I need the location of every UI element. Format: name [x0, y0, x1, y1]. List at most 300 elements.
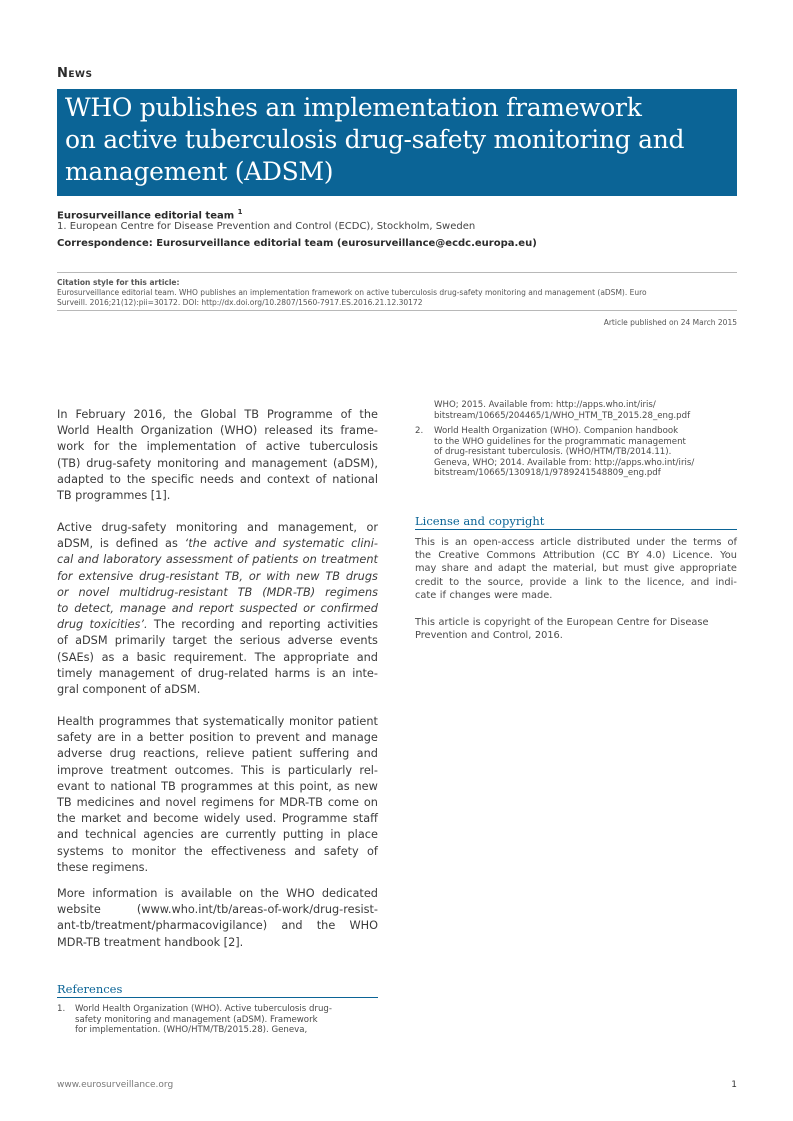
- paragraph-3: [57, 714, 378, 876]
- word: the: [316, 919, 336, 933]
- word: aDSM.: [164, 683, 201, 697]
- word: requirement.: [173, 650, 247, 664]
- text-line: [415, 616, 737, 629]
- word: that: [175, 715, 199, 728]
- published-date: Article published on 24 March 2015: [603, 318, 737, 327]
- word: Health: [57, 715, 95, 728]
- word: new: [296, 569, 320, 583]
- word: (WHO): [219, 424, 258, 438]
- word: an: [454, 537, 468, 548]
- word: extensive: [78, 569, 134, 583]
- word: WHO: [349, 919, 378, 933]
- word: implementation: [146, 440, 237, 454]
- text-line: [57, 811, 378, 827]
- word: point,: [299, 779, 332, 793]
- author-affiliation-marker: 1: [237, 208, 243, 216]
- word: and: [171, 602, 194, 616]
- text-line: [57, 886, 378, 902]
- word: Organization: [140, 424, 213, 438]
- text-line: [415, 629, 737, 642]
- word: adapted: [57, 472, 104, 486]
- word: In: [57, 408, 68, 421]
- word: to: [112, 844, 124, 858]
- word: market: [80, 812, 122, 826]
- author-name: Eurosurveillance editorial team: [57, 210, 235, 222]
- word: programmes: [98, 715, 171, 728]
- word: Creative: [438, 550, 480, 562]
- word: with: [266, 569, 291, 583]
- word: suffering: [299, 747, 350, 761]
- text-line: [415, 536, 737, 549]
- word: appropriate: [679, 563, 737, 575]
- text-line: [57, 666, 378, 682]
- word: suspected: [239, 602, 298, 616]
- word: drug: [57, 618, 84, 632]
- text-line: [415, 589, 737, 602]
- word: prevent: [255, 731, 300, 745]
- references-rule: [57, 997, 378, 998]
- reference-line: WHO; 2015. Available from: http://apps.who.int/iris/: [434, 400, 656, 410]
- word: share: [441, 563, 469, 575]
- word: or: [303, 602, 315, 616]
- word: but: [602, 563, 619, 575]
- word: particularly: [287, 763, 353, 777]
- word: TB: [57, 796, 72, 810]
- word: at: [257, 779, 269, 793]
- word: Global: [200, 408, 237, 421]
- word: on: [363, 796, 378, 810]
- word: provide: [529, 576, 567, 588]
- word: distributed: [577, 537, 631, 548]
- word: to: [239, 731, 251, 745]
- word: basic: [136, 650, 166, 664]
- text-line: [57, 844, 378, 860]
- word: safety: [323, 844, 359, 858]
- text-line: [57, 730, 378, 746]
- word: are: [200, 828, 219, 842]
- word: serious: [239, 634, 281, 648]
- footer-website: www.eurosurveillance.org: [57, 1080, 174, 1090]
- word: and: [239, 472, 262, 486]
- word: Active: [57, 521, 92, 534]
- word: 2016,: [133, 408, 166, 421]
- word: used.: [245, 812, 277, 826]
- word: is: [99, 537, 109, 551]
- word: as: [101, 650, 115, 664]
- word: confirmed: [320, 602, 378, 616]
- word: gral: [57, 683, 79, 697]
- text-line: [57, 552, 378, 568]
- word: its: [319, 424, 334, 438]
- word: in: [120, 731, 132, 745]
- word: cal: [57, 553, 74, 567]
- word: effectiveness: [211, 844, 286, 858]
- word: multidrug-resistant: [119, 585, 228, 599]
- word: patient: [337, 715, 378, 728]
- text-line: [57, 569, 378, 585]
- text-line: [57, 935, 378, 951]
- word: report: [198, 602, 234, 616]
- word: this: [273, 779, 295, 793]
- word: systematic: [282, 537, 345, 551]
- word: widely: [203, 812, 241, 826]
- word: systems: [57, 844, 104, 858]
- word: BY: [626, 550, 639, 562]
- word: TB,: [224, 569, 243, 583]
- word: manage: [331, 731, 378, 745]
- citation-heading: Citation style for this article:: [57, 278, 180, 287]
- word: This: [415, 537, 436, 548]
- word: events: [339, 634, 378, 648]
- text-line: [57, 520, 378, 536]
- word: the: [213, 634, 233, 648]
- word: and: [254, 537, 276, 551]
- word: (CC: [602, 550, 620, 562]
- reference-2: [434, 426, 694, 479]
- word: MDR-TB: [57, 935, 101, 949]
- correspondence: Correspondence: Eurosurveillance editorial team (eurosurveillance@ecdc.europa.eu): [57, 238, 537, 249]
- license-paragraph-2: [415, 616, 737, 642]
- word: an: [331, 666, 346, 680]
- text-line: [57, 617, 378, 633]
- word: and: [281, 919, 303, 933]
- word: of: [367, 844, 378, 858]
- word: Commons: [486, 550, 536, 562]
- divider: [57, 310, 737, 311]
- license-paragraph-1: [415, 536, 737, 602]
- word: clini-: [351, 537, 378, 551]
- text-line: [57, 423, 378, 439]
- word: of: [180, 666, 192, 680]
- word: safety: [57, 731, 92, 745]
- word: management: [98, 666, 175, 680]
- word: WHO: [286, 887, 315, 900]
- word: and: [474, 563, 493, 575]
- word: and: [690, 576, 710, 588]
- text-line: [57, 779, 378, 795]
- word: to: [608, 576, 619, 588]
- word: staff: [352, 812, 378, 826]
- word: treatment: [110, 763, 168, 777]
- word: TB: [244, 408, 259, 421]
- word: You: [720, 550, 737, 562]
- word: drug-safety: [101, 521, 167, 534]
- word: of: [727, 537, 737, 548]
- text-line: [415, 562, 737, 575]
- word: is: [441, 537, 449, 548]
- word: to: [109, 472, 121, 486]
- word: and: [470, 630, 490, 642]
- reference-2-number: 2.: [415, 426, 424, 436]
- references-heading: References: [57, 982, 123, 996]
- reference-line: World Health Organization (WHO). Companion handbook: [434, 426, 679, 436]
- word: More: [57, 887, 86, 900]
- reference-1-number: 1.: [57, 1004, 66, 1014]
- word: of: [245, 440, 257, 454]
- word: relieve: [206, 747, 245, 761]
- word: or: [248, 569, 261, 583]
- word: management: [251, 456, 328, 470]
- word: Disease: [669, 617, 709, 628]
- word: national: [110, 779, 157, 793]
- word: improve: [57, 763, 104, 777]
- word: a: [572, 576, 579, 588]
- word: (aDSM),: [333, 456, 378, 470]
- word: Attribution: [542, 550, 595, 562]
- word: the: [546, 617, 564, 628]
- word: give: [653, 563, 675, 575]
- word: information: [92, 887, 158, 900]
- word: regimens: [325, 585, 378, 599]
- word: licence,: [646, 576, 685, 588]
- word: ant-tb/treatment/pharmacovigilance): [57, 919, 268, 933]
- word: ‘the: [184, 537, 207, 551]
- text-line: [57, 488, 378, 504]
- word: Prevention: [415, 630, 468, 642]
- word: for: [652, 617, 667, 628]
- word: in: [330, 828, 341, 842]
- word: timely: [57, 666, 93, 680]
- word: and: [224, 456, 246, 470]
- word: must: [623, 563, 649, 575]
- license-rule: [415, 529, 737, 530]
- word: become: [153, 812, 199, 826]
- reference-line: World Health Organization (WHO). Active tuberculosis drug-: [75, 1004, 332, 1014]
- word: (TB): [57, 456, 81, 470]
- word: regimens: [201, 796, 254, 810]
- word: terms: [693, 537, 722, 548]
- word: February: [75, 408, 126, 421]
- text-line: [57, 860, 378, 876]
- word: new: [354, 779, 378, 793]
- word: systematically: [202, 715, 285, 728]
- word: article: [540, 537, 571, 548]
- word: drug: [109, 747, 136, 761]
- word: harms: [274, 666, 310, 680]
- section-label: News: [57, 66, 93, 81]
- word: credit: [415, 576, 444, 588]
- text-line: [57, 472, 378, 488]
- word: as: [336, 779, 350, 793]
- word: toxicities’.: [89, 618, 148, 632]
- word: these: [57, 860, 89, 874]
- word: and: [247, 521, 269, 534]
- word: and: [356, 650, 378, 664]
- text-line: [57, 795, 378, 811]
- word: handbook: [164, 935, 221, 949]
- word: and: [57, 828, 79, 842]
- word: is: [271, 763, 281, 777]
- word: the: [465, 576, 482, 588]
- reference-1: [75, 1004, 332, 1036]
- word: TB: [325, 569, 340, 583]
- word: is: [472, 617, 481, 628]
- word: place: [347, 828, 378, 842]
- word: novel: [78, 585, 110, 599]
- word: and: [294, 844, 316, 858]
- word: may: [415, 563, 437, 575]
- affiliation: 1. European Centre for Disease Prevention and Control (ECDC), Stockholm, Sweden: [57, 221, 476, 232]
- word: of: [149, 683, 161, 697]
- word: Health: [96, 424, 134, 438]
- word: Centre: [616, 617, 650, 628]
- text-line: [57, 439, 378, 455]
- text-line: [57, 682, 378, 698]
- word: active: [265, 440, 301, 454]
- word: MDR-TB: [279, 796, 323, 810]
- word: monitor: [131, 844, 176, 858]
- word: treatment: [321, 553, 378, 567]
- word: the: [184, 844, 203, 858]
- word: assessment: [165, 553, 233, 567]
- text-line: [57, 650, 378, 666]
- word: cate: [415, 589, 437, 601]
- text-line: [57, 407, 378, 423]
- word: material,: [552, 563, 597, 575]
- word: the: [671, 537, 688, 548]
- word: manage: [119, 602, 166, 616]
- word: putting: [282, 828, 324, 842]
- word: the: [624, 576, 641, 588]
- word: website: [57, 903, 101, 917]
- word: source,: [487, 576, 524, 588]
- word: [2].: [223, 935, 244, 949]
- word: the: [531, 563, 548, 575]
- word: or: [57, 585, 69, 599]
- word: treatment: [104, 935, 161, 949]
- word: the: [415, 550, 432, 562]
- word: laboratory: [103, 553, 162, 567]
- paragraph-4: [57, 886, 378, 951]
- word: for: [258, 796, 275, 810]
- text-line: [57, 456, 378, 472]
- reference-line: for implementation. (WHO/HTM/TB/2015.28). Geneva,: [75, 1025, 308, 1036]
- word: technical: [85, 828, 137, 842]
- word: agencies: [143, 828, 194, 842]
- word: specific: [151, 472, 194, 486]
- word: rel-: [359, 763, 378, 777]
- word: drug-related: [198, 666, 269, 680]
- word: primarily: [114, 634, 166, 648]
- word: link: [584, 576, 603, 588]
- word: released: [264, 424, 313, 438]
- word: if: [439, 589, 446, 601]
- word: (MDR-TB): [262, 585, 316, 599]
- word: open-access: [473, 537, 535, 548]
- text-line: [57, 536, 378, 552]
- word: monitor: [288, 715, 334, 728]
- word: monitoring: [157, 456, 219, 470]
- divider: [57, 272, 737, 273]
- word: activities: [327, 618, 378, 632]
- word: the: [260, 887, 279, 900]
- word: component: [82, 683, 147, 697]
- word: adverse: [57, 747, 103, 761]
- word: regimens.: [91, 860, 149, 874]
- word: appropriate: [283, 650, 350, 664]
- word: the: [118, 440, 138, 454]
- text-line: [57, 918, 378, 934]
- word: (SAEs): [57, 650, 94, 664]
- license-heading: License and copyright: [415, 514, 545, 528]
- word: frame-: [340, 424, 378, 438]
- reference-line: bitstream/10665/130918/1/9789241548809_eng.pdf: [434, 468, 661, 479]
- word: adverse: [287, 634, 333, 648]
- word: Programme: [281, 812, 348, 826]
- word: programmes: [180, 779, 253, 793]
- word: of: [237, 553, 248, 567]
- word: and: [77, 553, 99, 567]
- word: for: [93, 440, 110, 454]
- text-line: [57, 585, 378, 601]
- word: work: [57, 440, 85, 454]
- word: a: [122, 650, 129, 664]
- word: article: [438, 617, 470, 628]
- word: The: [153, 618, 175, 632]
- word: 4.0): [646, 550, 666, 562]
- title-banner: [57, 89, 737, 196]
- word: TB: [161, 779, 176, 793]
- word: dedicated: [321, 887, 378, 900]
- word: reactions,: [143, 747, 199, 761]
- word: copyright: [484, 617, 531, 628]
- citation-text: [57, 288, 737, 307]
- article-title-line-3: management (ADSM): [65, 157, 334, 186]
- reference-line: of drug-resistant tuberculosis. (WHO/HTM/TB/2014.11).: [434, 447, 672, 458]
- word: context: [266, 472, 310, 486]
- word: changes: [449, 589, 491, 601]
- word: to: [57, 602, 69, 616]
- word: indi-: [715, 576, 737, 588]
- word: inte-: [352, 666, 378, 680]
- citation-line: Surveill. 2016;21(12):pii=30172. DOI: http://dx.doi.org/10.2807/1560-7917.ES.2016.21.12.30172: [57, 297, 423, 307]
- word: tuberculosis: [309, 440, 378, 454]
- word: of: [534, 617, 544, 628]
- word: European: [566, 617, 614, 628]
- word: aDSM,: [57, 537, 94, 551]
- text-line: [57, 633, 378, 649]
- reference-line: bitstream/10665/204465/1/WHO_HTM_TB_2015.28_eng.pdf: [434, 410, 691, 421]
- word: for: [57, 569, 73, 583]
- word: to: [94, 779, 106, 793]
- paragraph-1: [57, 407, 378, 504]
- reference-1-continued: [434, 400, 690, 421]
- word: and: [241, 618, 263, 632]
- word: on: [302, 553, 317, 567]
- article-title-line-2: on active tuberculosis drug-safety monitoring and: [65, 125, 685, 154]
- word: available: [180, 887, 232, 900]
- word: made.: [521, 589, 553, 601]
- word: as: [165, 537, 178, 551]
- word: active: [213, 537, 248, 551]
- article-title-line-1: WHO publishes an implementation framework: [65, 93, 642, 122]
- word: are: [97, 731, 116, 745]
- word: The: [254, 650, 276, 664]
- word: drug-resistant: [139, 569, 219, 583]
- word: position: [189, 731, 234, 745]
- text-line: [57, 714, 378, 730]
- text-line: [57, 763, 378, 779]
- word: the: [173, 408, 193, 421]
- word: World: [57, 424, 90, 438]
- word: patients: [252, 553, 299, 567]
- word: under: [636, 537, 665, 548]
- word: TB: [237, 585, 253, 599]
- word: adapt: [497, 563, 527, 575]
- word: and: [305, 731, 327, 745]
- word: recording: [181, 618, 235, 632]
- word: aDSM: [75, 634, 108, 648]
